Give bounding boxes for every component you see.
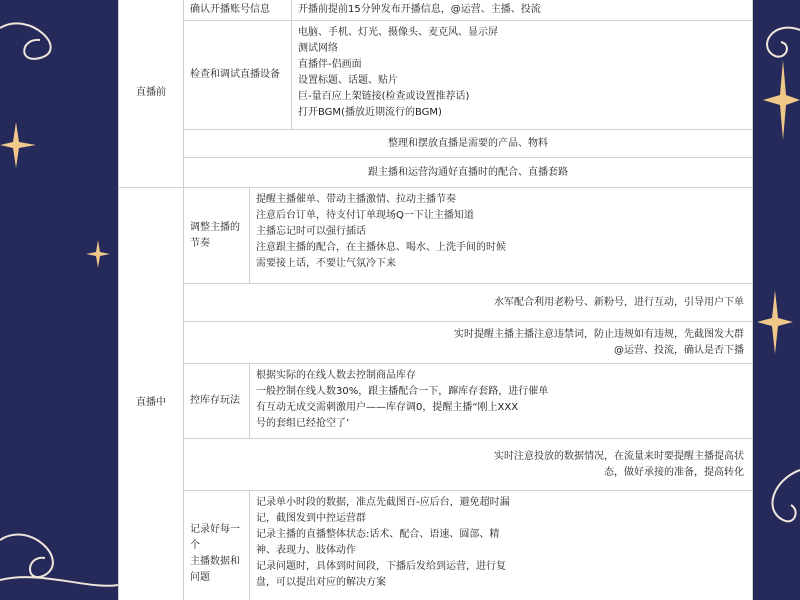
cloud-swirl-decoration	[767, 28, 800, 57]
checklist-line: 记录单小时段的数据，准点先截图百-应后台，避免超时漏	[256, 497, 510, 508]
task-content-confirm-account: 开播前提前15分钟发布开播信息，@运营、主播、投流	[292, 0, 753, 21]
cloud-swirl-decoration	[0, 577, 118, 586]
sparkle-star-icon	[757, 290, 793, 354]
checklist-line: 实时注意投放的数据情况，在流量来时要提醒主播提高状	[494, 450, 744, 462]
sparkle-star-icon	[763, 60, 800, 140]
checklist-line: 号的套组已经抢空了’	[256, 418, 350, 429]
checklist-line: 记录主播的直播整体状态:话术、配合、语速、圆部、精	[256, 529, 500, 540]
checklist-line: 设置标题、话题、贴片	[298, 75, 398, 86]
checklist-line: 打开BGM(播放近期流行的BGM)	[298, 107, 442, 118]
task-prepare-products: 整理和摆放直播是需要的产品、物料	[184, 130, 753, 158]
task-coordinate-team: 跟主播和运营沟通好直播时的配合、直播套路	[184, 158, 753, 188]
checklist-line: 注意跟主播的配合，在主播休息、喝水、上洗手间的时候	[256, 242, 506, 253]
checklist-line: 记录问题时，具体到时间段，下播后发给到运营，进行复	[256, 561, 506, 572]
live-stream-checklist-table	[118, 0, 753, 600]
right-background-decoration	[753, 0, 800, 600]
sparkle-star-icon	[86, 240, 110, 268]
cloud-swirl-decoration	[772, 470, 800, 521]
task-label-confirm-account: 确认开播账号信息	[184, 0, 292, 21]
checklist-line: 盘，可以提出对应的解决方案	[256, 577, 386, 588]
cloud-swirl-decoration	[0, 23, 51, 59]
checklist-line: 记，截图发到中控运营群	[256, 513, 366, 524]
task-label-check-devices: 检查和调试直播设备	[184, 21, 292, 130]
checklist-line: 提醒主播催单、带动主播激情、拉动主播节奏	[256, 194, 456, 205]
checklist-line: 态，做好承接的准备，提高转化	[604, 466, 744, 478]
section-label-before: 直播前	[118, 0, 184, 188]
checklist-line: 需要接上话，不要让气氛冷下来	[256, 258, 396, 269]
checklist-line: 巨-量百应上架链接(检查或设置推荐话)	[298, 91, 470, 102]
task-traffic-monitor	[184, 439, 753, 491]
checklist-line: 主播忘记时可以强行插话	[256, 226, 366, 237]
task-realtime-reminder	[184, 322, 753, 364]
checklist-line: @运营、投流，确认是否下播	[614, 344, 744, 356]
sparkle-star-icon	[0, 122, 36, 168]
section-label-during: 直播中	[118, 188, 184, 600]
task-label-adjust-rhythm: 调整主播的 节奏	[184, 188, 250, 284]
task-content-adjust-rhythm	[250, 188, 753, 284]
task-content-check-devices	[292, 21, 753, 130]
left-background-decoration	[0, 0, 118, 600]
checklist-line: 直播伴-侣画面	[298, 59, 362, 70]
checklist-line: 有互动无成交需刺激用户——库存调0，提醒主播“刚上XXX	[256, 402, 519, 413]
checklist-line: 实时提醒主播主播注意违禁词，防止违规如有违规，先截图发大群	[454, 328, 744, 340]
task-shuijun-interaction: 水军配合利用老粉号、新粉号，进行互动，引导用户下单	[184, 284, 753, 322]
cloud-swirl-decoration	[0, 535, 53, 578]
task-label-stock-control: 控库存玩法	[184, 364, 250, 439]
checklist-line: 神、表现力、肢体动作	[256, 545, 356, 556]
checklist-line: 注意后台订单，待支付订单现场Q一下让主播知道	[256, 210, 474, 221]
checklist-line: 根据实际的在线人数去控制商品库存	[256, 370, 416, 381]
checklist-line: 电脑、手机、灯光、摄像头、麦克风、显示屏	[298, 27, 498, 38]
task-content-stock-control	[250, 364, 753, 439]
task-content-record-data	[250, 491, 753, 600]
checklist-line: 测试网络	[298, 43, 338, 54]
task-label-record-data: 记录好每一 个 主播数据和 问题	[184, 491, 250, 600]
checklist-line: 一般控制在线人数30%，跟主播配合一下，蹿库存套路，进行催单	[256, 386, 549, 397]
